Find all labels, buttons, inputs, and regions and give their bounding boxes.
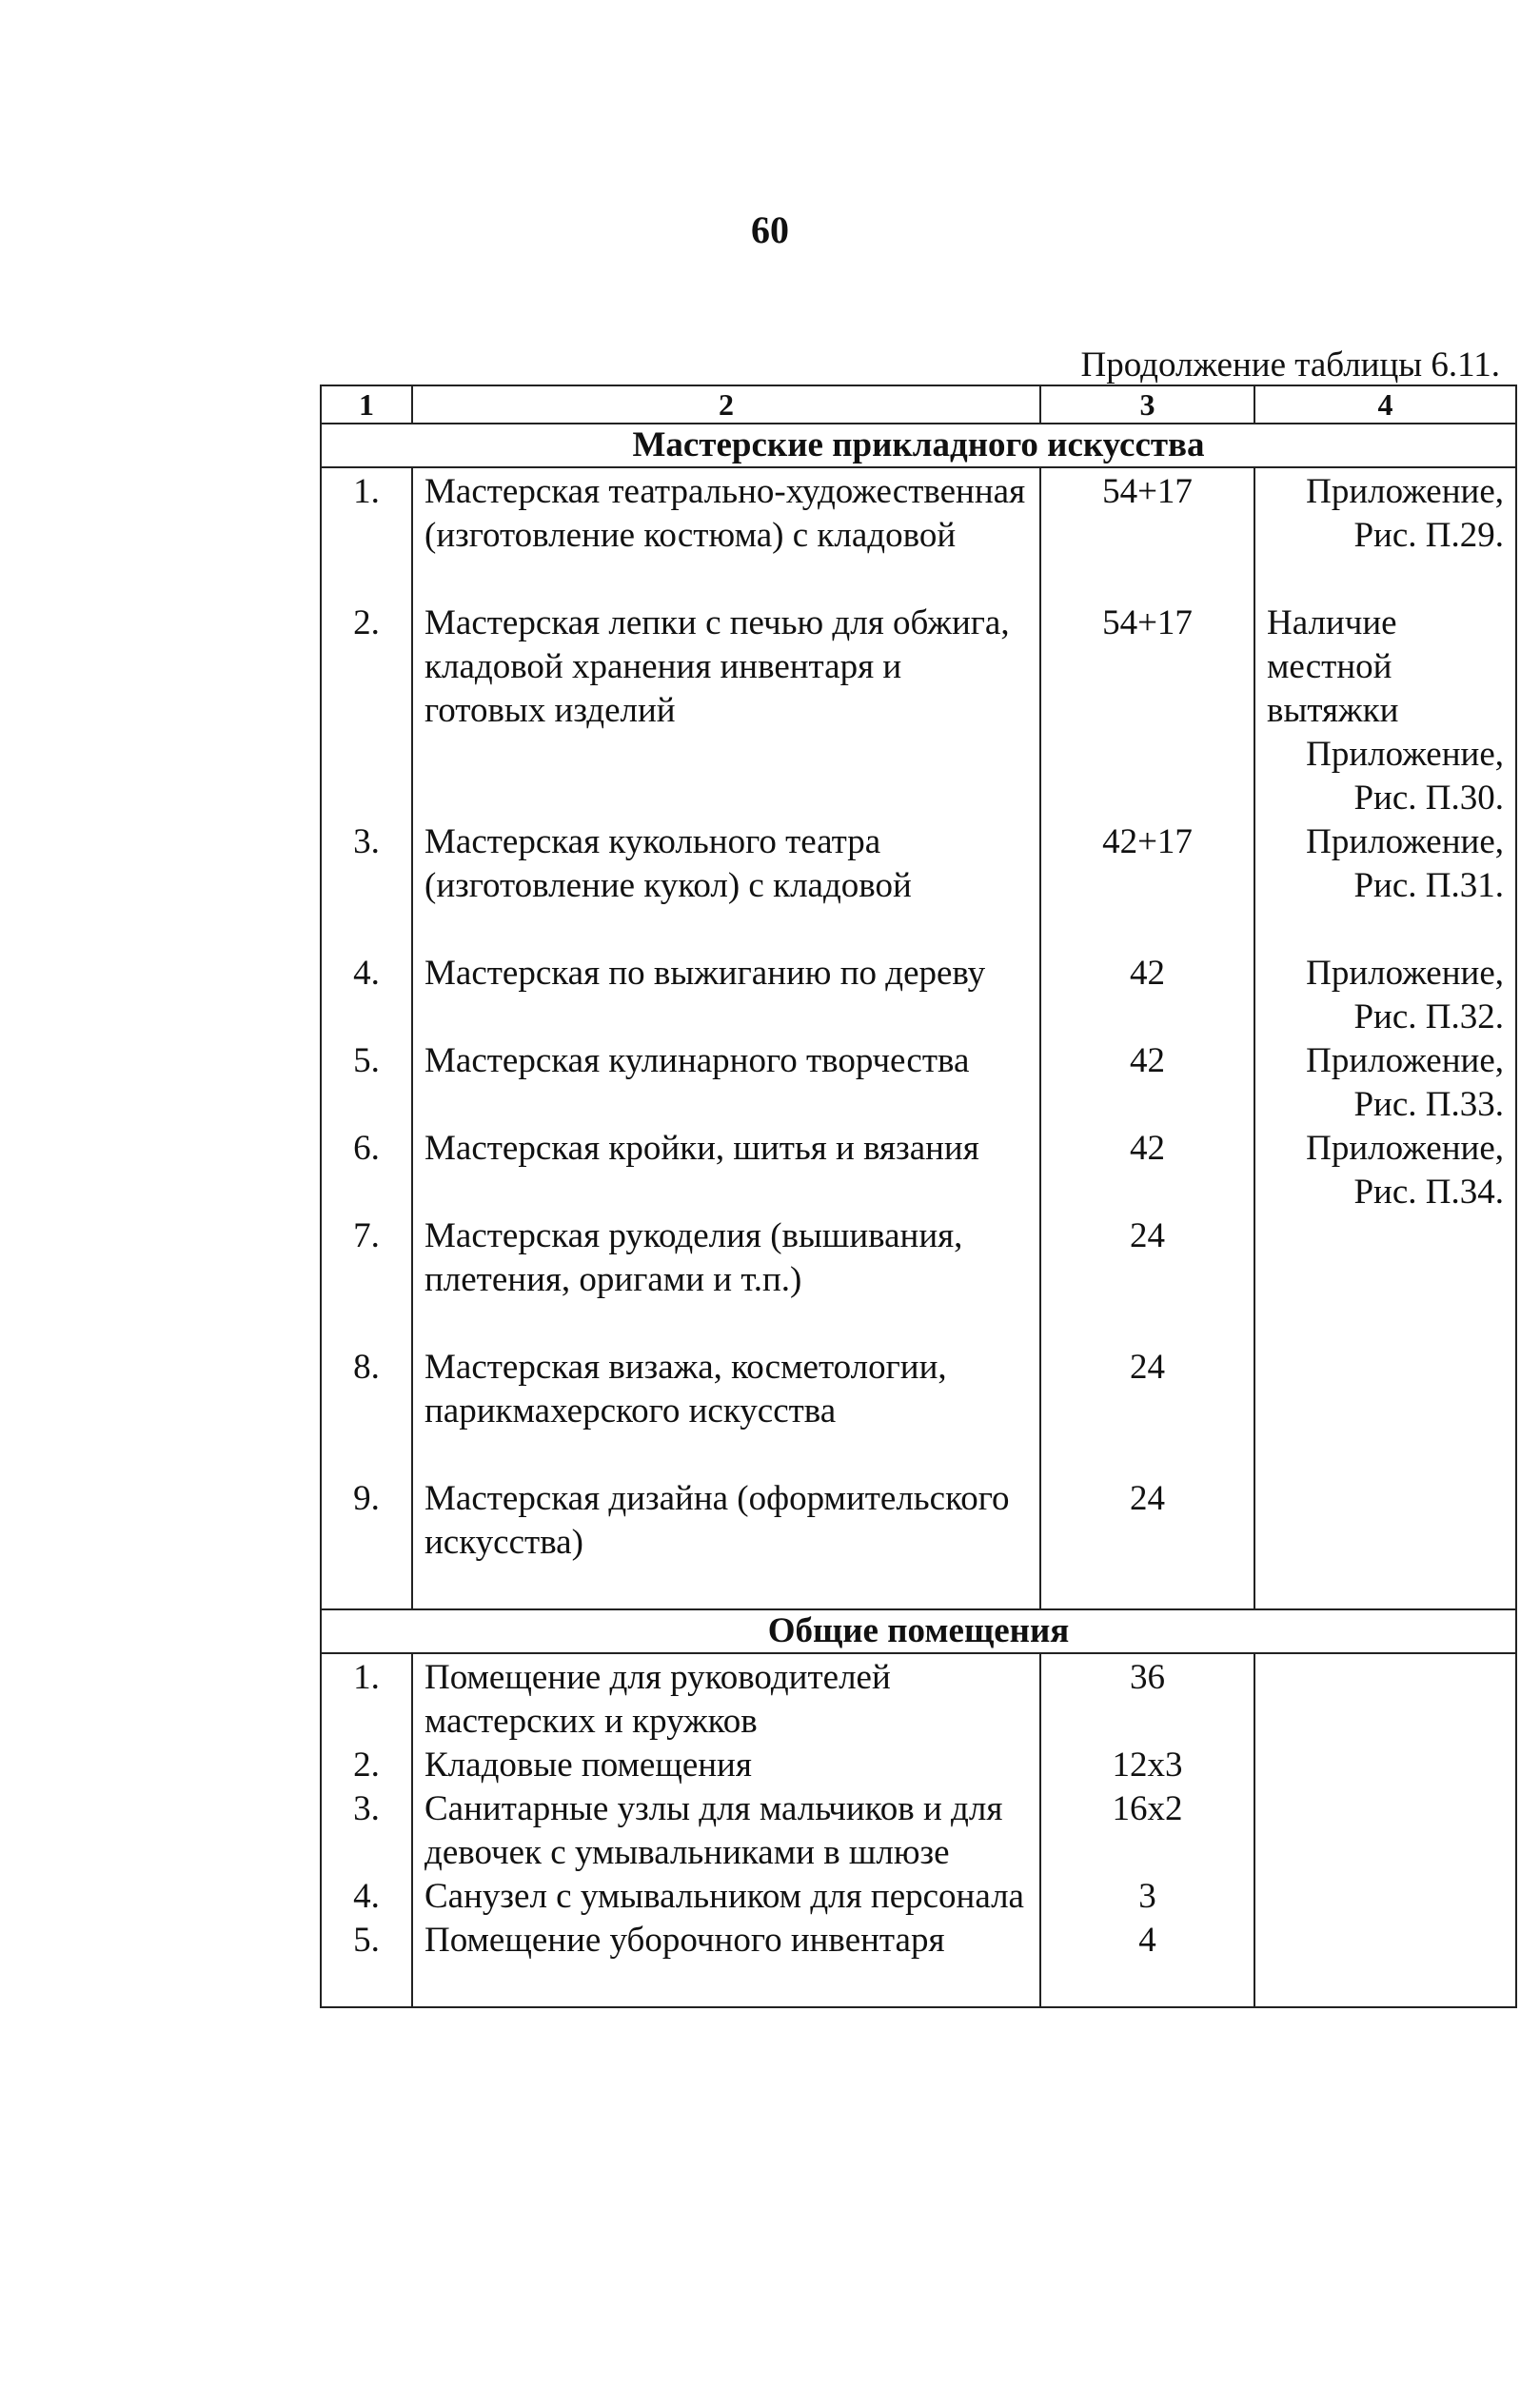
row-area: 4 [1040,1919,1254,2007]
row-note [1254,1039,1516,1127]
note-line: Приложение, [1306,1129,1504,1168]
row-name: Мастерская визажа, косметологии, парикмахерского искусства [412,1346,1040,1477]
header-col-3: 3 [1040,385,1254,424]
row-area: 54+17 [1040,467,1254,602]
row-area: 24 [1040,1214,1254,1346]
row-name: Помещение уборочного инвентаря [412,1919,1040,2007]
header-col-1: 1 [321,385,412,424]
row-note [1254,1653,1516,1744]
row-number: 4. [321,1875,412,1919]
note-line: Рис. П.31. [1353,866,1504,905]
row-note [1254,1787,1516,1875]
table-row [321,1039,1516,1127]
row-name: Мастерская по выжиганию по дереву [412,952,1040,1039]
row-number: 1. [321,467,412,602]
section-header-workshops [321,424,1516,467]
section-title: Мастерские прикладного искусства [321,424,1516,467]
row-number: 3. [321,1787,412,1875]
row-note [1254,602,1516,820]
row-area: 12х3 [1040,1744,1254,1787]
note-line: Рис. П.33. [1353,1085,1504,1124]
header-col-4: 4 [1254,385,1516,424]
row-note [1254,1214,1516,1346]
row-number: 5. [321,1919,412,2007]
row-name: Мастерская кукольного театра (изготовление кукол) с кладовой [412,820,1040,952]
row-note [1254,467,1516,602]
row-name: Мастерская кройки, шитья и вязания [412,1127,1040,1214]
note-line: Приложение, [1306,954,1504,993]
table-continuation-caption: Продолжение таблицы 6.11. [1080,345,1500,385]
note-line: Рис. П.32. [1353,997,1504,1036]
note-line: Рис. П.34. [1353,1173,1504,1212]
row-name: Мастерская рукоделия (вышивания, плетения, оригами и т.п.) [412,1214,1040,1346]
row-number: 3. [321,820,412,952]
row-area: 42 [1040,1039,1254,1127]
row-note [1254,1477,1516,1609]
table-row [321,1875,1516,1919]
row-area: 42 [1040,1127,1254,1214]
table-row [321,1346,1516,1477]
row-area: 24 [1040,1346,1254,1477]
row-note [1254,820,1516,952]
row-name: Санузел с умывальником для персонала [412,1875,1040,1919]
note-line: Рис. П.30. [1353,779,1504,818]
table-row [321,952,1516,1039]
row-area: 42 [1040,952,1254,1039]
row-number: 1. [321,1653,412,1744]
note-line: Приложение, [1306,735,1504,774]
table-row [321,1214,1516,1346]
row-number: 4. [321,952,412,1039]
table-header-row [321,385,1516,424]
note-line: Приложение, [1306,1041,1504,1080]
row-name: Мастерская театрально-художественная (изготовление костюма) с кладовой [412,467,1040,602]
table-row [321,1477,1516,1609]
row-number: 5. [321,1039,412,1127]
header-col-2: 2 [412,385,1040,424]
table-row [321,1744,1516,1787]
row-area: 36 [1040,1653,1254,1744]
table-row [321,1919,1516,2007]
note-line: Приложение, [1306,472,1504,511]
table-row [321,820,1516,952]
table-row [321,602,1516,820]
note-line: Приложение, [1306,822,1504,861]
row-name: Санитарные узлы для мальчиков и для девочек с умывальниками в шлюзе [412,1787,1040,1875]
row-number: 6. [321,1127,412,1214]
row-area: 54+17 [1040,602,1254,820]
row-note [1254,952,1516,1039]
row-number: 7. [321,1214,412,1346]
row-number: 2. [321,1744,412,1787]
row-note [1254,1346,1516,1477]
page-number: 60 [751,208,789,251]
table-row [321,1787,1516,1875]
row-area: 16х2 [1040,1787,1254,1875]
row-name: Мастерская лепки с печью для обжига, кладовой хранения инвентаря и готовых изделий [412,602,1040,820]
row-name: Кладовые помещения [412,1744,1040,1787]
row-area: 3 [1040,1875,1254,1919]
row-name: Мастерская кулинарного творчества [412,1039,1040,1127]
row-area: 24 [1040,1477,1254,1609]
row-note [1254,1744,1516,1787]
row-area: 42+17 [1040,820,1254,952]
section-title: Общие помещения [321,1609,1516,1653]
table-row [321,1653,1516,1744]
note-line: Рис. П.29. [1353,516,1504,555]
row-number: 9. [321,1477,412,1609]
row-note [1254,1127,1516,1214]
rooms-table [320,385,1517,2008]
row-number: 2. [321,602,412,820]
table-row [321,467,1516,602]
note-line: Наличие местной вытяжки [1267,603,1399,730]
section-header-common-rooms [321,1609,1516,1653]
table-row [321,1127,1516,1214]
row-note [1254,1919,1516,2007]
row-name: Мастерская дизайна (оформительского искусства) [412,1477,1040,1609]
row-number: 8. [321,1346,412,1477]
row-name: Помещение для руководителей мастерских и кружков [412,1653,1040,1744]
row-note [1254,1875,1516,1919]
